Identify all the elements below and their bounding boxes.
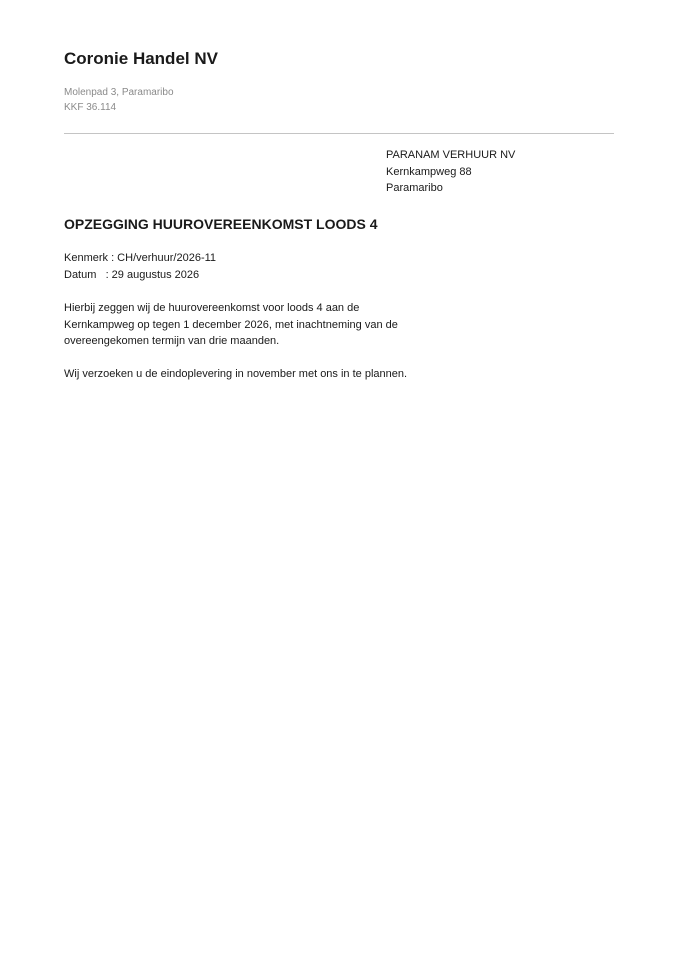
letter-subject: OPZEGGING HUUROVEREENKOMST LOODS 4 — [64, 216, 378, 232]
reference-line: Kenmerk : CH/verhuur/2026-11 — [64, 252, 217, 264]
recipient-street: Kernkampweg 88 — [386, 165, 472, 178]
recipient-city: Paramaribo — [386, 182, 443, 194]
date-line: Datum : 29 augustus 2026 — [64, 268, 200, 281]
recipient-name: PARANAM VERHUUR NV — [386, 149, 516, 161]
body-paragraph-1-line: overeengekomen termijn van drie maanden. — [64, 335, 280, 347]
body-paragraph-1-line: Kernkampweg op tegen 1 december 2026, met inachtneming van de — [64, 318, 398, 331]
body-paragraph-1-line: Hierbij zeggen wij de huurovereenkomst voor loods 4 aan de — [64, 302, 360, 314]
sender-address-line: Molenpad 3, Paramaribo — [64, 87, 174, 98]
letter-body — [64, 300, 444, 399]
sender-address-block — [64, 85, 174, 115]
body-paragraph-2: Wij verzoeken u de eindoplevering in november met ons in te plannen. — [64, 368, 408, 380]
letter-meta — [64, 250, 216, 283]
sender-kkf-number: KKF 36.114 — [64, 102, 117, 113]
recipient-address-block — [386, 147, 515, 197]
body-paragraph-1 — [64, 300, 444, 350]
sender-company-name: Coronie Handel NV — [64, 49, 218, 68]
header-divider — [64, 133, 614, 134]
